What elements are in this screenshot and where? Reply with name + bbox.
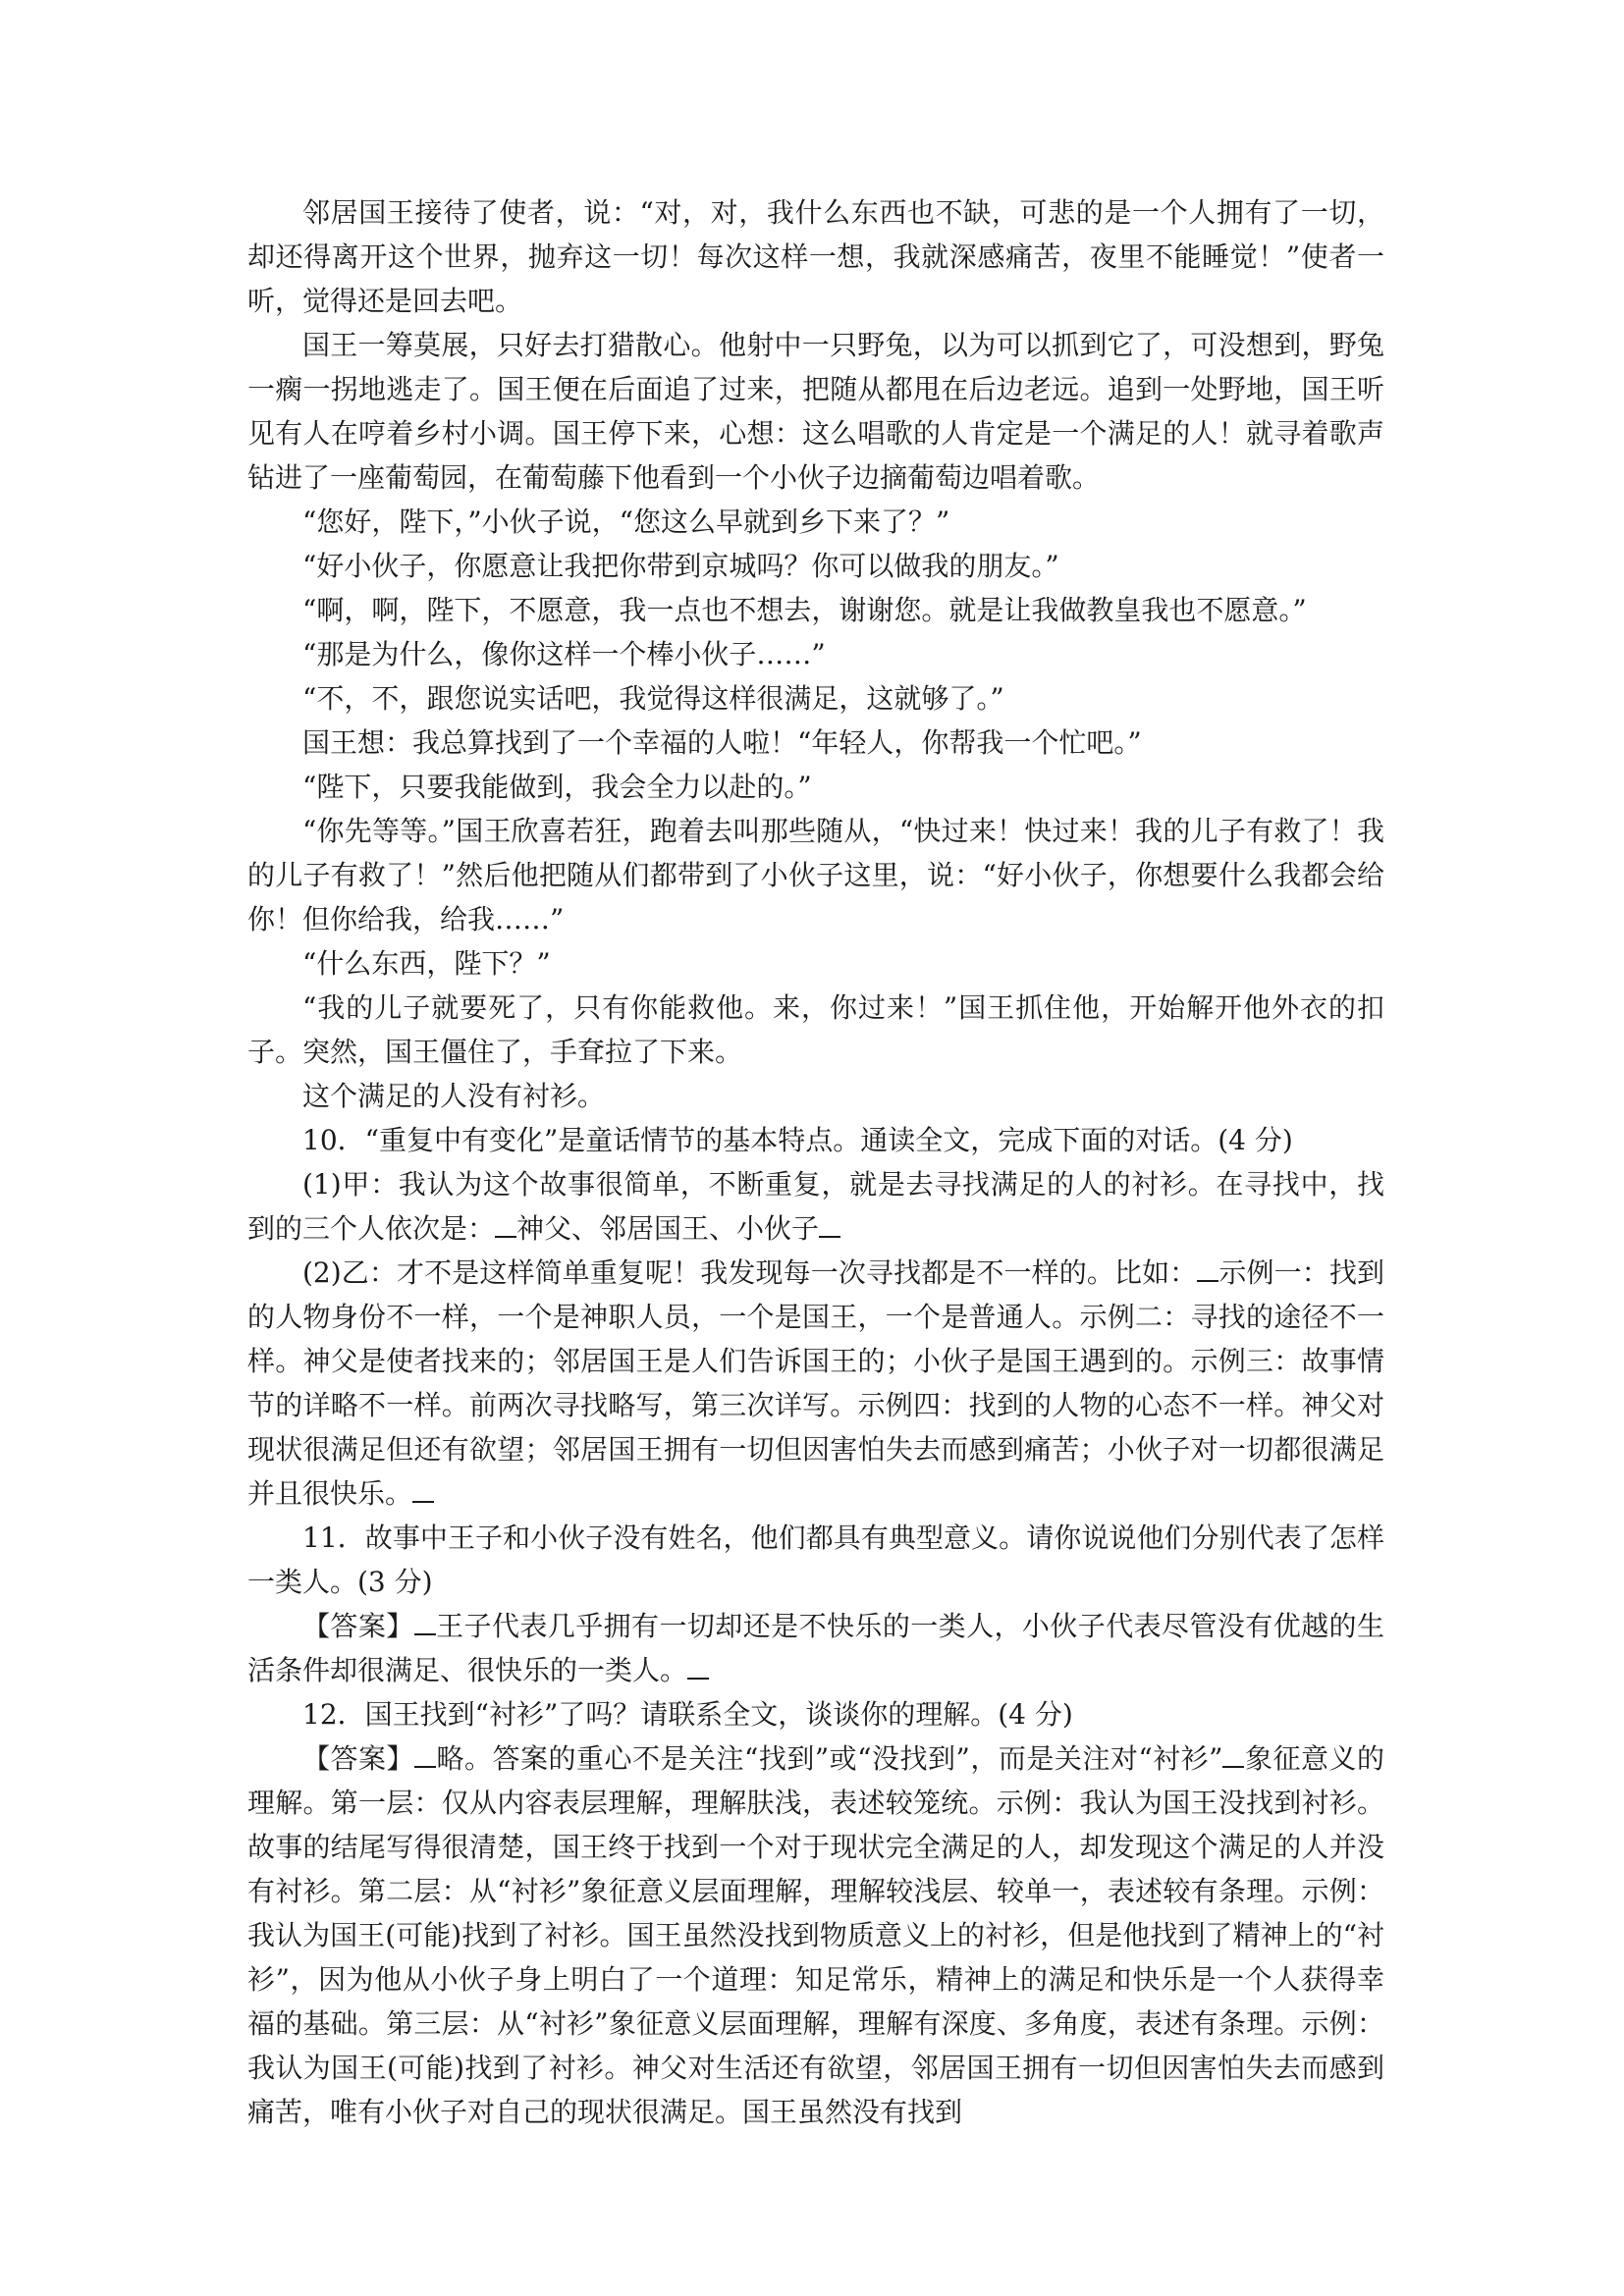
question-11-answer-text: 王子代表几乎拥有一切却还是不快乐的一类人，小伙子代表尽管没有优越的生活条件却很满足、很快乐的一类人。 [247, 1610, 1384, 1686]
answer-blank [1222, 1765, 1244, 1768]
question-12-answer [247, 1736, 1384, 2134]
question-10-part-2 [247, 1251, 1384, 1516]
answer-label: 【答案】 [302, 1610, 414, 1642]
question-10-part-2-prompt: (2)乙：才不是这样简单重复呢！我发现每一次寻找都是不一样的。比如： [302, 1256, 1198, 1289]
question-11-answer [247, 1604, 1384, 1692]
answer-blank [495, 1235, 516, 1238]
answer-blank [1197, 1279, 1218, 1282]
story-paragraph: “陛下，只要我能做到，我会全力以赴的。” [302, 771, 812, 803]
story-paragraph: “我的儿子就要死了，只有你能救他。来，你过来！”国王抓住他，开始解开他外衣的扣子。突然，国王僵住了，手耷拉了下来。 [247, 991, 1384, 1068]
question-12-answer-text-b: 象征意义的理解。第一层：仅从内容表层理解，理解肤浅，表述较笼统。示例：我认为国王没找到衬衫。故事的结尾写得很清楚，国王终于找到一个对于现状完全满足的人，却发现这个满足的人并没有衬衫。第二层：从“衬衫”象征意义层面理解，理解较浅层、较单一，表述较有条理。示例：我认为国王(可能)找到了衬衫。国王虽然没找到物质意义上的衬衫，但是他找到了精神上的“衬衫”，因为他从小伙子身上明白了一个道理：知足常乐，精神上的满足和快乐是一个人获得幸福的基础。第三层：从“衬衫”象征意义层面理解，理解有深度、多角度，表述有条理。示例：我认为国王(可能)找到了衬衫。神父对生活还有欲望，邻居国王拥有一切但因害怕失去而感到痛苦，唯有小伙子对自己的现状很满足。国王虽然没有找到 [247, 1742, 1384, 2128]
story-paragraph: “啊，啊，陛下，不愿意，我一点也不想去，谢谢您。就是让我做教皇我也不愿意。” [302, 594, 1307, 626]
answer-label: 【答案】 [302, 1742, 415, 1775]
story-paragraph: “什么东西，陛下？” [302, 947, 551, 980]
answer-blank [412, 1500, 434, 1503]
document-page [247, 190, 1384, 2134]
story-paragraph: 这个满足的人没有衬衫。 [302, 1080, 606, 1112]
question-12-stem: 12．国王找到“衬衫”了吗？请联系全文，谈谈你的理解。(4 分) [302, 1698, 1073, 1731]
answer-blank [414, 1632, 436, 1635]
story-paragraph: “不，不，跟您说实话吧，我觉得这样很满足，这就够了。” [302, 682, 1004, 715]
story-paragraph: 国王一筹莫展，只好去打猎散心。他射中一只野兔，以为可以抓到它了，可没想到，野兔一瘸一拐地逃走了。国王便在后面追了过来，把随从都甩在后边老远。追到一处野地，国王听见有人在哼着乡村小调。国王停下来，心想：这么唱歌的人肯定是一个满足的人！就寻着歌声钻进了一座葡萄园，在葡萄藤下他看到一个小伙子边摘葡萄边唱着歌。 [247, 329, 1384, 494]
question-10-part-1-prompt: (1)甲：我认为这个故事很简单，不断重复，就是去寻找满足的人的衬衫。在寻找中，找到的三个人依次是： [247, 1168, 1384, 1245]
question-12-answer-text-a: 略。答案的重心不是关注“找到”或“没找到”，而是关注对“衬衫” [436, 1742, 1223, 1775]
story-paragraph: “你先等等。”国王欣喜若狂，跑着去叫那些随从，“快过来！快过来！我的儿子有救了！我的儿子有救了！”然后他把随从们都带到了小伙子这里，说：“好小伙子，你想要什么我都会给你！但你给我，给我……” [247, 815, 1384, 935]
answer-blank [687, 1677, 709, 1680]
question-10-part-1 [247, 1162, 1384, 1251]
answer-blank [414, 1765, 436, 1768]
story-paragraph: 邻居国王接待了使者，说：“对，对，我什么东西也不缺，可悲的是一个人拥有了一切，却还得离开这个世界，抛弃这一切！每次这样一想，我就深感痛苦，夜里不能睡觉！”使者一听，觉得还是回去吧。 [247, 196, 1384, 317]
story-paragraph: “好小伙子，你愿意让我把你带到京城吗？你可以做我的朋友。” [302, 550, 1059, 582]
question-10-stem: 10．“重复中有变化”是童话情节的基本特点。通读全文，完成下面的对话。(4 分) [302, 1124, 1293, 1156]
story-paragraph: “您好，陛下，”小伙子说，“您这么早就到乡下来了？” [302, 506, 950, 538]
story-paragraph: “那是为什么，像你这样一个棒小伙子……” [302, 638, 826, 670]
answer-blank [819, 1235, 840, 1238]
question-10-part-1-answer: 神父、邻居国王、小伙子 [516, 1212, 820, 1245]
question-11-stem: 11．故事中王子和小伙子没有姓名，他们都具有典型意义。请你说说他们分别代表了怎样一类人。(3 分) [247, 1522, 1384, 1598]
question-10-part-2-answer: 示例一：找到的人物身份不一样，一个是神职人员，一个是国王，一个是普通人。示例二：寻找的途径不一样。神父是使者找来的；邻居国王是人们告诉国王的；小伙子是国王遇到的。示例三：故事情节的详略不一样。前两次寻找略写，第三次详写。示例四：找到的人物的心态不一样。神父对现状很满足但还有欲望；邻居国王拥有一切但因害怕失去而感到痛苦；小伙子对一切都很满足并且很快乐。 [247, 1256, 1384, 1510]
story-paragraph: 国王想：我总算找到了一个幸福的人啦！“年轻人，你帮我一个忙吧。” [302, 726, 1142, 759]
